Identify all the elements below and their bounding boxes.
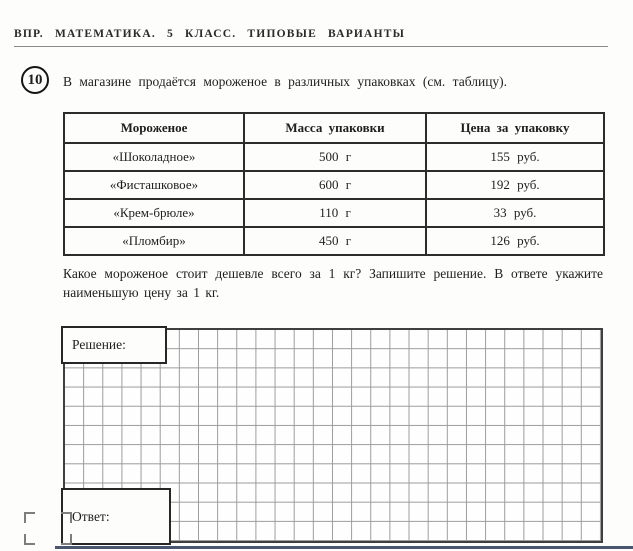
crop-mark-bottom-left-icon [24, 534, 35, 545]
flavor-cell: «Фисташковое» [64, 171, 244, 199]
table-row [64, 227, 604, 255]
mass-cell: 600 г [244, 171, 426, 199]
question-text: Какое мороженое стоит дешевле всего за 1 кг? Запишите решение. В ответе укажите наименьшую цену за 1 кг. [63, 266, 603, 300]
solution-label-box [61, 326, 167, 364]
table-row [64, 143, 604, 171]
column-header-price: Цена за упаковку [426, 113, 604, 143]
problem-intro-text: В магазине продаётся мороженое в различных упаковках (см. таблицу). [63, 74, 508, 89]
ice-cream-price-table [63, 112, 605, 256]
running-head: ВПР. МАТЕМАТИКА. 5 КЛАСС. ТИПОВЫЕ ВАРИАНТЫ [14, 28, 406, 40]
answer-label-box [61, 488, 171, 545]
price-cell: 126 руб. [426, 227, 604, 255]
mass-cell: 500 г [244, 143, 426, 171]
price-cell: 155 руб. [426, 143, 604, 171]
table-row [64, 199, 604, 227]
crop-mark-top-right-icon [61, 512, 72, 523]
flavor-cell: «Шоколадное» [64, 143, 244, 171]
column-header-mass: Масса упаковки [244, 113, 426, 143]
price-cell: 192 руб. [426, 171, 604, 199]
price-cell: 33 руб. [426, 199, 604, 227]
flavor-cell: «Крем-брюле» [64, 199, 244, 227]
table-header-row [64, 113, 604, 143]
mass-cell: 110 г [244, 199, 426, 227]
table-row [64, 171, 604, 199]
mass-cell: 450 г [244, 227, 426, 255]
crop-mark-bottom-right-icon [61, 534, 72, 545]
bottom-accent-rule [55, 546, 633, 549]
flavor-cell: «Пломбир» [64, 227, 244, 255]
crop-mark-top-left-icon [24, 512, 35, 523]
problem-number-badge [21, 66, 49, 94]
column-header-flavor: Мороженое [64, 113, 244, 143]
header-rule [14, 46, 608, 47]
solution-label: Решение: [72, 337, 126, 352]
problem-number: 10 [27, 71, 43, 88]
answer-label: Ответ: [72, 508, 110, 524]
